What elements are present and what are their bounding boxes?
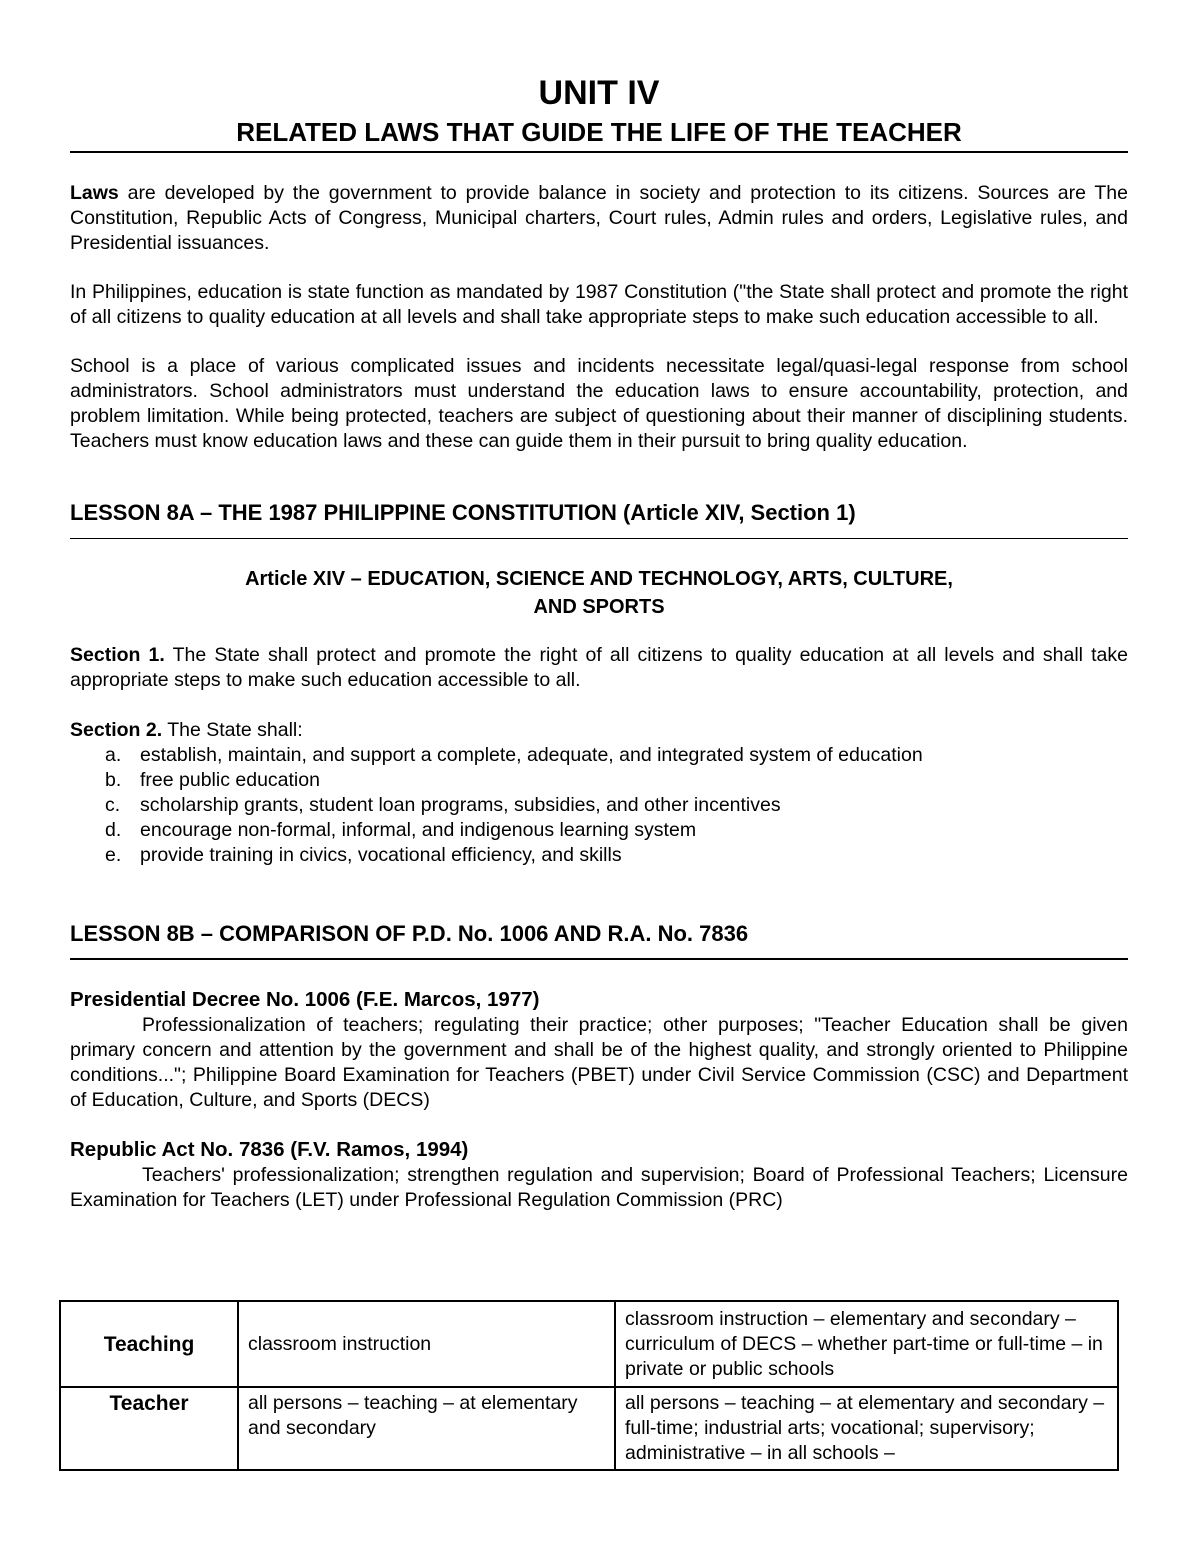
list-item-letter: b. xyxy=(105,769,122,791)
table-ra-cell: classroom instruction – elementary and secondary – curriculum of DECS – whether part-time or full-time – in private or public schools xyxy=(615,1301,1118,1387)
list-item xyxy=(70,743,1128,768)
section-2-label: Section 2. xyxy=(70,719,163,741)
laws-term: Laws xyxy=(70,182,119,204)
list-item-letter: d. xyxy=(105,819,122,841)
list-item-text: free public education xyxy=(140,769,320,791)
list-item-letter: e. xyxy=(105,844,122,866)
list-item-text: scholarship grants, student loan programs, subsidies, and other incentives xyxy=(140,794,781,816)
comparison-table xyxy=(59,1300,1119,1471)
table-pd-cell: all persons – teaching – at elementary and secondary xyxy=(238,1387,615,1470)
article-title-line-2: AND SPORTS xyxy=(533,596,665,618)
lesson-8a-title: LESSON 8A – THE 1987 PHILIPPINE CONSTITUTION (Article XIV, Section 1) xyxy=(70,500,856,525)
lesson-8b-title: LESSON 8B – COMPARISON OF P.D. No. 1006 AND R.A. No. 7836 xyxy=(70,921,749,946)
unit-subtitle: RELATED LAWS THAT GUIDE THE LIFE OF THE TEACHER xyxy=(236,117,962,147)
ra-7836-title: Republic Act No. 7836 (F.V. Ramos, 1994) xyxy=(70,1138,469,1161)
article-title-line-1: Article XIV – EDUCATION, SCIENCE AND TECHNOLOGY, ARTS, CULTURE, xyxy=(245,568,953,590)
list-item-text: provide training in civics, vocational efficiency, and skills xyxy=(140,844,622,866)
section-1-text: The State shall protect and promote the right of all citizens to quality education at all levels and shall take appropriate steps to make such education accessible to all. xyxy=(70,644,1128,691)
list-item xyxy=(70,843,1128,868)
ra-7836-description: Teachers' professionalization; strengthen regulation and supervision; Board of Professional Teachers; Licensure Examination for Teachers (LET) under Professional Regulation Commission (PRC) xyxy=(70,1164,1128,1211)
page-content xyxy=(70,70,1128,1213)
intro-section xyxy=(70,181,1128,454)
table-term-cell: Teaching xyxy=(60,1301,238,1387)
table-row xyxy=(60,1301,1118,1387)
article-heading xyxy=(70,565,1128,621)
table-term-cell: Teacher xyxy=(60,1387,238,1470)
section-2 xyxy=(70,718,1128,743)
lesson-8b-divider xyxy=(70,958,1128,960)
section-1 xyxy=(70,643,1128,693)
intro-paragraph-2: In Philippines, education is state function as mandated by 1987 Constitution ("the State shall protect and promote the right of all citizens to quality education at all levels and shall take appropriate steps to make such education accessible to all. xyxy=(70,281,1128,328)
list-item-letter: a. xyxy=(105,744,122,766)
intro-paragraph-1-text: are developed by the government to provide balance in society and protection to its citizens. Sources are The Constitution, Republic Acts of Congress, Municipal charters, Court rules, Admin rules and orders, Legislative rules, and Presidential issuances. xyxy=(70,182,1128,254)
section-1-label: Section 1. xyxy=(70,644,165,666)
pd-1006-description: Professionalization of teachers; regulating their practice; other purposes; "Teacher Education shall be given primary concern and attention by the government and shall be of the highest quality, and strongly oriented to Philippine conditions..."; Philippine Board Examination for Teachers (PBET) under Civil Service Commission (CSC) and Department of Education, Culture, and Sports (DECS) xyxy=(70,1014,1128,1111)
unit-title: UNIT IV xyxy=(538,74,660,112)
intro-paragraph-1 xyxy=(70,181,1128,256)
table-pd-cell: classroom instruction xyxy=(238,1301,615,1387)
list-item-text: establish, maintain, and support a complete, adequate, and integrated system of education xyxy=(140,744,923,766)
section-2-list xyxy=(70,743,1128,868)
title-divider xyxy=(70,151,1128,153)
pd-1006-title: Presidential Decree No. 1006 (F.E. Marcos, 1977) xyxy=(70,988,540,1011)
lesson-8a-divider xyxy=(70,538,1128,539)
list-item xyxy=(70,768,1128,793)
list-item xyxy=(70,818,1128,843)
table-ra-cell: all persons – teaching – at elementary and secondary – full-time; industrial arts; vocational; supervisory; administrative – in all schools – xyxy=(615,1387,1118,1470)
section-2-text: The State shall: xyxy=(162,719,303,741)
list-item-letter: c. xyxy=(105,794,121,816)
list-item xyxy=(70,793,1128,818)
table-row xyxy=(60,1387,1118,1470)
intro-paragraph-3: School is a place of various complicated issues and incidents necessitate legal/quasi-legal response from school administrators. School administrators must understand the education laws to ensure accountability, protection, and problem limitation. While being protected, teachers are subject of questioning about their manner of disciplining students. Teachers must know education laws and these can guide them in their pursuit to bring quality education. xyxy=(70,355,1128,452)
list-item-text: encourage non-formal, informal, and indigenous learning system xyxy=(140,819,697,841)
